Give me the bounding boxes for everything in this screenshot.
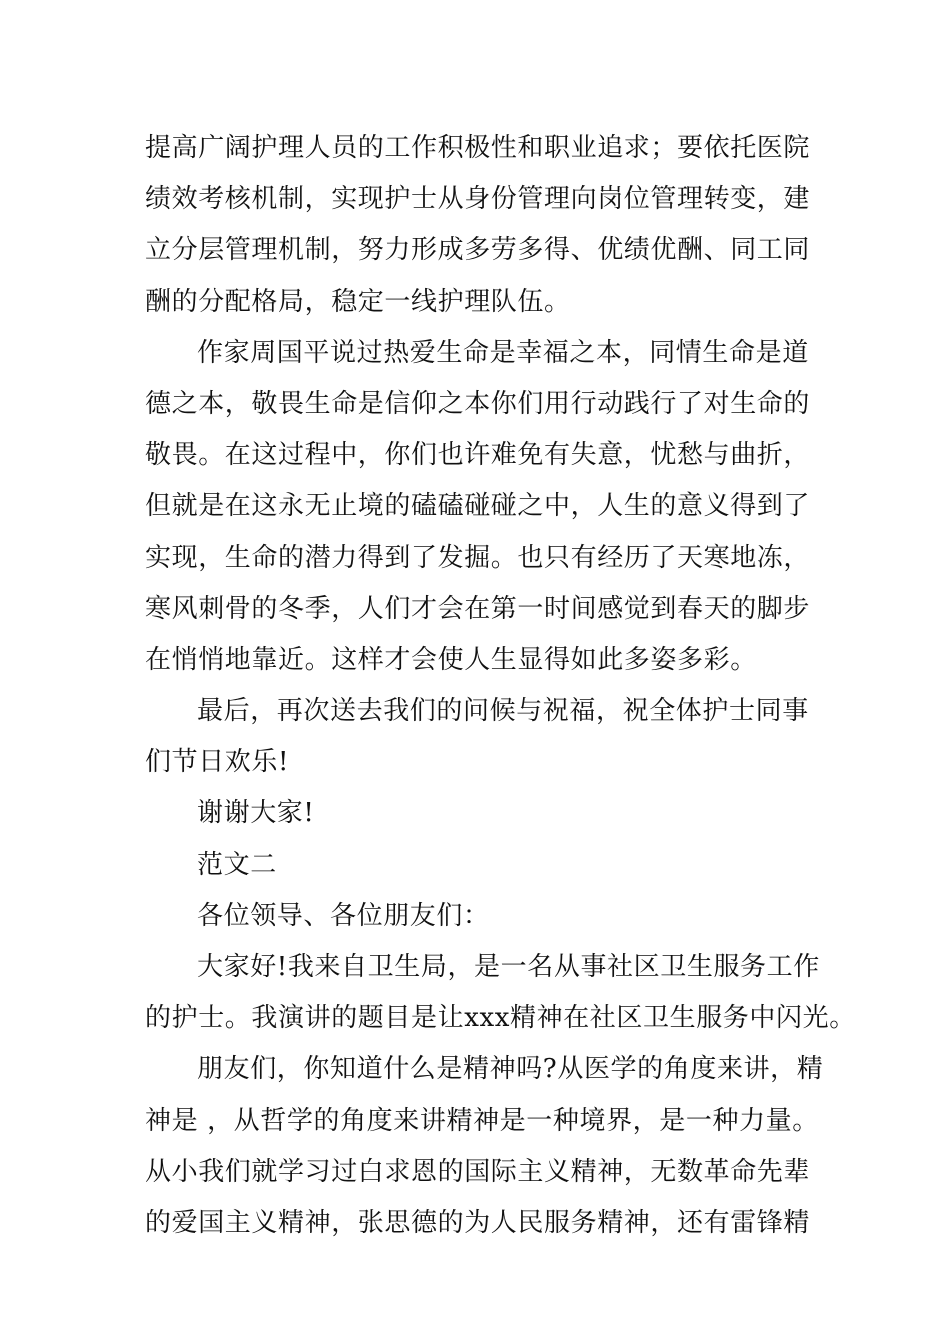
salutation-line: 各位领导、各位朋友们： [197,900,490,931]
text-line: 酬的分配格局，稳定一线护理队伍。 [145,286,571,317]
text-line: 寒风刺骨的冬季，人们才会在第一时间感觉到春天的脚步 [145,593,811,624]
text-line: 们节日欢乐! [145,747,290,778]
text-line: 敬畏。在这过程中，你们也许难免有失意，忧愁与曲折， [145,440,811,471]
text-line: 在悄悄地靠近。这样才会使人生显得如此多姿多彩。 [145,644,757,675]
document-body [145,123,856,1249]
paragraph-start-line: 作家周国平说过热爱生命是幸福之本，同情生命是道 [197,337,809,368]
text-line: 从小我们就学习过白求恩的国际主义精神，无数革命先辈 [145,1156,811,1187]
paragraph-start-line: 大家好!我来自卫生局，是一名从事社区卫生服务工作 [197,952,820,982]
closing-line: 谢谢大家! [197,798,315,829]
paragraph-start-line: 朋友们，你知道什么是精神吗?从医学的角度来讲，精 [197,1054,824,1085]
text-line: 实现，生命的潜力得到了发掘。也只有经历了天寒地冻， [145,542,811,573]
text-line: 但就是在这永无止境的磕磕碰碰之中，人生的意义得到了 [145,491,811,522]
text-line: 神是 ，从哲学的角度来讲精神是一种境界，是一种力量。 [145,1105,819,1136]
text-line: 立分层管理机制，努力形成多劳多得、优绩优酬、同工同 [145,235,811,266]
text-line: 绩效考核机制，实现护士从身份管理向岗位管理转变，建 [145,184,811,215]
text-line: 提高广阔护理人员的工作积极性和职业追求；要依托医院 [145,133,811,163]
text-line: 的护士。我演讲的题目是让xxx精神在社区卫生服务中闪光。 [145,1003,856,1034]
section-heading: 范文二 [197,849,277,880]
text-line: 德之本，敬畏生命是信仰之本你们用行动践行了对生命的 [145,388,811,419]
paragraph-start-line: 最后，再次送去我们的问候与祝福，祝全体护士同事 [197,696,809,727]
text-line: 的爱国主义精神，张思德的为人民服务精神，还有雷锋精 [145,1207,811,1238]
